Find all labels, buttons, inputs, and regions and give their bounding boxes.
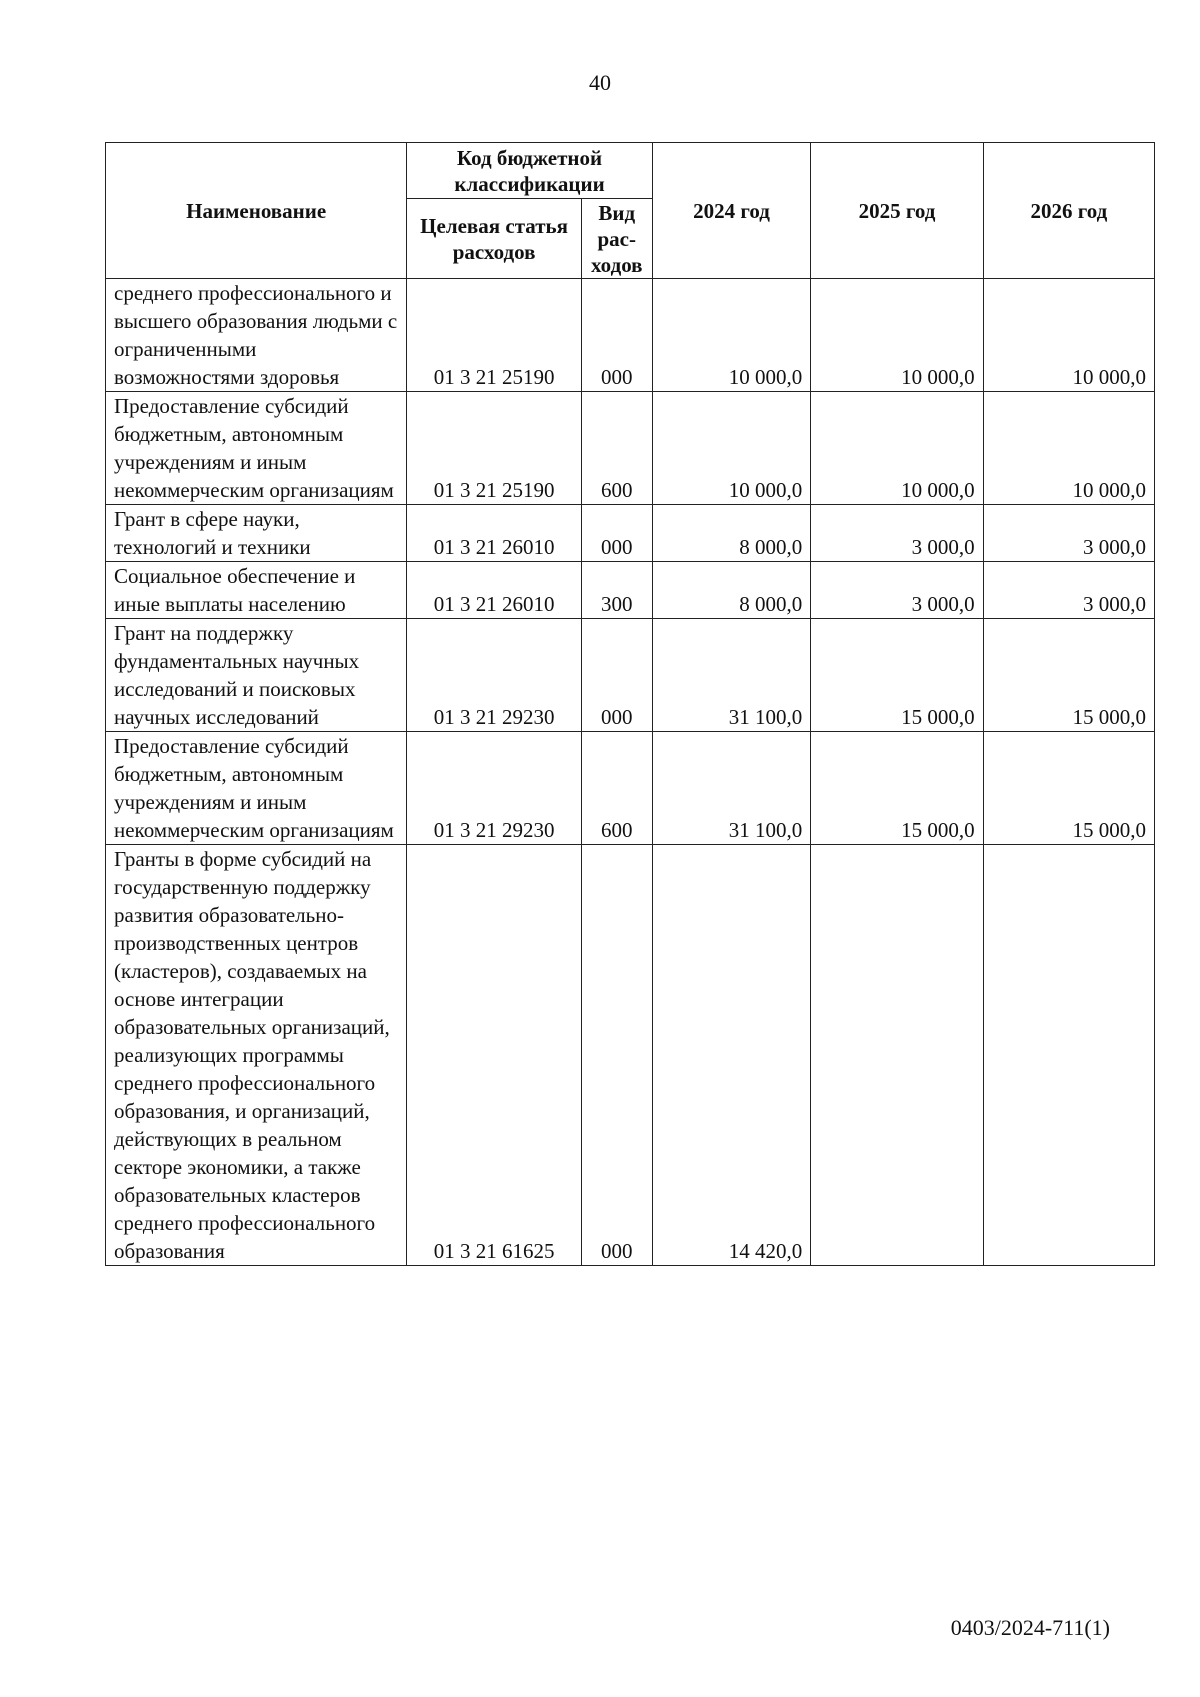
row-expense-type: 000: [581, 845, 652, 1266]
row-2026: [983, 845, 1154, 1266]
row-2025: 15 000,0: [811, 619, 983, 732]
header-budget-code: Код бюджетной классификации: [407, 143, 652, 199]
row-expense-type: 600: [581, 392, 652, 505]
budget-table: [105, 142, 1155, 1266]
row-expense-type: 000: [581, 619, 652, 732]
row-2026: 10 000,0: [983, 392, 1154, 505]
row-2024: 8 000,0: [652, 562, 811, 619]
row-target-article: 01 3 21 29230: [407, 619, 581, 732]
row-expense-type: 300: [581, 562, 652, 619]
table-row: [106, 392, 1155, 505]
row-expense-type: 000: [581, 279, 652, 392]
row-2026: 10 000,0: [983, 279, 1154, 392]
row-name: Грант на поддержку фундаментальных научных исследований и поисковых научных исследований: [106, 619, 407, 732]
row-target-article: 01 3 21 25190: [407, 392, 581, 505]
page-number: 40: [589, 70, 611, 95]
row-2025: 15 000,0: [811, 732, 983, 845]
header-2024: 2024 год: [652, 143, 811, 279]
table-row: [106, 732, 1155, 845]
table-row: [106, 279, 1155, 392]
row-2025: 10 000,0: [811, 392, 983, 505]
row-target-article: 01 3 21 29230: [407, 732, 581, 845]
row-target-article: 01 3 21 26010: [407, 562, 581, 619]
row-expense-type: 600: [581, 732, 652, 845]
row-name: Предоставление субсидий бюджетным, автономным учреждениям и иным некоммерческим организациям: [106, 392, 407, 505]
table-row: [106, 505, 1155, 562]
row-expense-type: 000: [581, 505, 652, 562]
table-row: [106, 562, 1155, 619]
row-name: Социальное обеспечение и иные выплаты населению: [106, 562, 407, 619]
document-id: 0403/2024-711(1): [950, 1615, 1110, 1640]
header-expense-type: Вид рас-ходов: [581, 199, 652, 279]
header-2025: 2025 год: [811, 143, 983, 279]
row-2026: 15 000,0: [983, 619, 1154, 732]
row-2025: 3 000,0: [811, 562, 983, 619]
row-2025: 10 000,0: [811, 279, 983, 392]
row-target-article: 01 3 21 25190: [407, 279, 581, 392]
row-2024: 10 000,0: [652, 279, 811, 392]
row-2024: 31 100,0: [652, 619, 811, 732]
row-2025: 3 000,0: [811, 505, 983, 562]
row-2025: [811, 845, 983, 1266]
row-2026: 15 000,0: [983, 732, 1154, 845]
header-target-article: Целевая статья расходов: [407, 199, 581, 279]
row-2024: 10 000,0: [652, 392, 811, 505]
row-target-article: 01 3 21 26010: [407, 505, 581, 562]
table-row: [106, 845, 1155, 1266]
row-name: Предоставление субсидий бюджетным, автономным учреждениям и иным некоммерческим организациям: [106, 732, 407, 845]
header-name: Наименование: [106, 143, 407, 279]
row-2024: 8 000,0: [652, 505, 811, 562]
table-header: [106, 143, 1155, 279]
header-2026: 2026 год: [983, 143, 1154, 279]
row-name: Грант в сфере науки, технологий и техники: [106, 505, 407, 562]
row-target-article: 01 3 21 61625: [407, 845, 581, 1266]
row-2024: 14 420,0: [652, 845, 811, 1266]
row-name: Гранты в форме субсидий на государственную поддержку развития образовательно-производственных центров (кластеров), создаваемых на основе интеграции образовательных организаций, реализующих программы среднего профессионального образования, и организаций, действующих в реальном секторе экономики, а также образовательных кластеров среднего профессионального образования: [106, 845, 407, 1266]
table-row: [106, 619, 1155, 732]
row-2026: 3 000,0: [983, 505, 1154, 562]
row-2024: 31 100,0: [652, 732, 811, 845]
row-2026: 3 000,0: [983, 562, 1154, 619]
row-name: среднего профессионального и высшего образования людьми с ограниченными возможностями здоровья: [106, 279, 407, 392]
